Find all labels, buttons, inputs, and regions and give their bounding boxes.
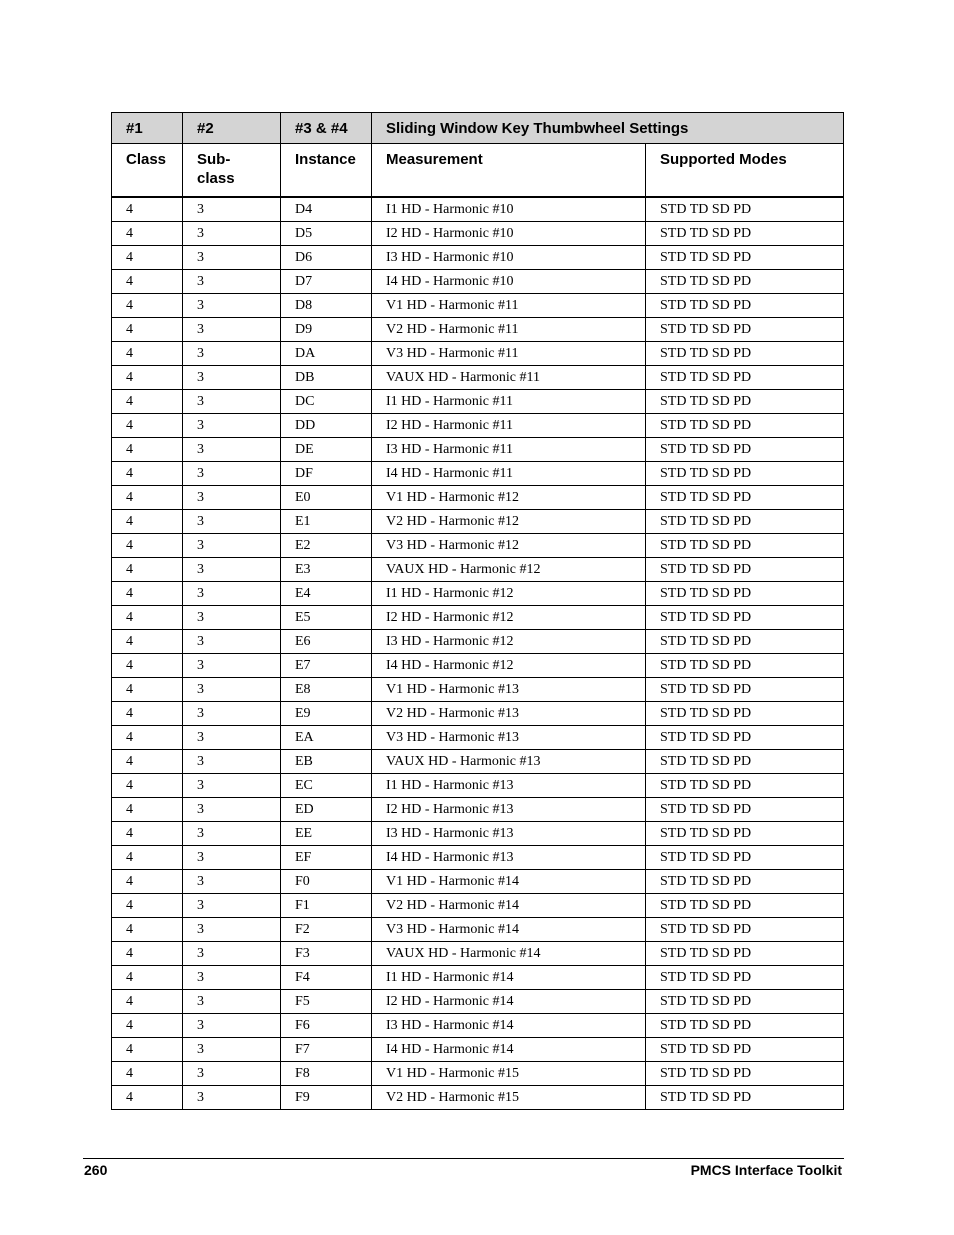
table-row [112, 750, 844, 774]
cell-subclass: 3 [183, 942, 281, 966]
cell-modes: STD TD SD PD [646, 846, 844, 870]
cell-instance: D5 [281, 222, 372, 246]
cell-instance: F1 [281, 894, 372, 918]
cell-subclass: 3 [183, 318, 281, 342]
table-row [112, 606, 844, 630]
cell-instance: E9 [281, 702, 372, 726]
cell-instance: F3 [281, 942, 372, 966]
cell-modes: STD TD SD PD [646, 390, 844, 414]
cell-subclass: 3 [183, 462, 281, 486]
cell-measurement: VAUX HD - Harmonic #13 [372, 750, 646, 774]
cell-subclass: 3 [183, 606, 281, 630]
cell-modes: STD TD SD PD [646, 438, 844, 462]
cell-modes: STD TD SD PD [646, 510, 844, 534]
cell-measurement: V2 HD - Harmonic #11 [372, 318, 646, 342]
table-row [112, 918, 844, 942]
cell-instance: F8 [281, 1062, 372, 1086]
cell-measurement: V1 HD - Harmonic #12 [372, 486, 646, 510]
cell-subclass: 3 [183, 582, 281, 606]
cell-subclass: 3 [183, 414, 281, 438]
cell-class: 4 [112, 966, 183, 990]
cell-measurement: V1 HD - Harmonic #15 [372, 1062, 646, 1086]
table-row [112, 870, 844, 894]
table-header-top [112, 113, 844, 144]
cell-instance: EB [281, 750, 372, 774]
cell-subclass: 3 [183, 822, 281, 846]
cell-modes: STD TD SD PD [646, 870, 844, 894]
cell-class: 4 [112, 774, 183, 798]
cell-class: 4 [112, 870, 183, 894]
cell-subclass: 3 [183, 846, 281, 870]
cell-measurement: I4 HD - Harmonic #11 [372, 462, 646, 486]
cell-instance: D6 [281, 246, 372, 270]
cell-instance: DD [281, 414, 372, 438]
cell-modes: STD TD SD PD [646, 702, 844, 726]
table-row [112, 1086, 844, 1110]
cell-instance: EF [281, 846, 372, 870]
cell-class: 4 [112, 702, 183, 726]
table-row [112, 822, 844, 846]
cell-subclass: 3 [183, 774, 281, 798]
cell-subclass: 3 [183, 222, 281, 246]
header-measurement: Measurement [372, 144, 646, 198]
table-header-sub [112, 144, 844, 198]
cell-modes: STD TD SD PD [646, 1086, 844, 1110]
cell-modes: STD TD SD PD [646, 918, 844, 942]
table-row [112, 390, 844, 414]
cell-instance: D9 [281, 318, 372, 342]
cell-class: 4 [112, 534, 183, 558]
cell-subclass: 3 [183, 678, 281, 702]
cell-subclass: 3 [183, 246, 281, 270]
cell-instance: DE [281, 438, 372, 462]
document-title: PMCS Interface Toolkit [690, 1162, 842, 1178]
cell-measurement: I4 HD - Harmonic #13 [372, 846, 646, 870]
cell-instance: E8 [281, 678, 372, 702]
cell-class: 4 [112, 342, 183, 366]
table-row [112, 366, 844, 390]
cell-measurement: I2 HD - Harmonic #14 [372, 990, 646, 1014]
table-row [112, 558, 844, 582]
cell-measurement: I1 HD - Harmonic #12 [372, 582, 646, 606]
cell-instance: F7 [281, 1038, 372, 1062]
cell-subclass: 3 [183, 726, 281, 750]
cell-class: 4 [112, 462, 183, 486]
cell-instance: DB [281, 366, 372, 390]
header-instance: Instance [281, 144, 372, 198]
cell-subclass: 3 [183, 990, 281, 1014]
header-col-3-4: #3 & #4 [281, 113, 372, 144]
table-row [112, 1038, 844, 1062]
cell-instance: E6 [281, 630, 372, 654]
cell-measurement: I3 HD - Harmonic #14 [372, 1014, 646, 1038]
cell-class: 4 [112, 294, 183, 318]
footer-divider [83, 1158, 844, 1159]
cell-class: 4 [112, 1062, 183, 1086]
cell-subclass: 3 [183, 750, 281, 774]
cell-modes: STD TD SD PD [646, 486, 844, 510]
cell-measurement: VAUX HD - Harmonic #11 [372, 366, 646, 390]
cell-instance: D4 [281, 197, 372, 222]
table-row [112, 462, 844, 486]
cell-modes: STD TD SD PD [646, 654, 844, 678]
cell-subclass: 3 [183, 438, 281, 462]
cell-class: 4 [112, 270, 183, 294]
table-row [112, 990, 844, 1014]
cell-class: 4 [112, 822, 183, 846]
cell-measurement: V1 HD - Harmonic #13 [372, 678, 646, 702]
cell-class: 4 [112, 318, 183, 342]
header-col-1: #1 [112, 113, 183, 144]
table-row [112, 582, 844, 606]
cell-class: 4 [112, 1038, 183, 1062]
cell-class: 4 [112, 222, 183, 246]
cell-instance: F0 [281, 870, 372, 894]
cell-measurement: I2 HD - Harmonic #13 [372, 798, 646, 822]
cell-modes: STD TD SD PD [646, 366, 844, 390]
table-row [112, 1014, 844, 1038]
cell-measurement: VAUX HD - Harmonic #14 [372, 942, 646, 966]
cell-modes: STD TD SD PD [646, 342, 844, 366]
cell-modes: STD TD SD PD [646, 966, 844, 990]
cell-class: 4 [112, 606, 183, 630]
cell-class: 4 [112, 630, 183, 654]
cell-class: 4 [112, 366, 183, 390]
header-col-2: #2 [183, 113, 281, 144]
cell-subclass: 3 [183, 870, 281, 894]
cell-instance: EE [281, 822, 372, 846]
cell-modes: STD TD SD PD [646, 822, 844, 846]
header-supported-modes: Supported Modes [646, 144, 844, 198]
cell-measurement: I2 HD - Harmonic #12 [372, 606, 646, 630]
cell-class: 4 [112, 942, 183, 966]
cell-subclass: 3 [183, 630, 281, 654]
cell-modes: STD TD SD PD [646, 798, 844, 822]
cell-modes: STD TD SD PD [646, 750, 844, 774]
table-body [112, 197, 844, 1110]
cell-class: 4 [112, 486, 183, 510]
table-row [112, 894, 844, 918]
cell-instance: E2 [281, 534, 372, 558]
cell-instance: F6 [281, 1014, 372, 1038]
cell-modes: STD TD SD PD [646, 630, 844, 654]
cell-subclass: 3 [183, 654, 281, 678]
table-row [112, 534, 844, 558]
cell-modes: STD TD SD PD [646, 414, 844, 438]
cell-class: 4 [112, 246, 183, 270]
cell-measurement: I4 HD - Harmonic #12 [372, 654, 646, 678]
cell-measurement: I3 HD - Harmonic #12 [372, 630, 646, 654]
cell-instance: EA [281, 726, 372, 750]
cell-measurement: V3 HD - Harmonic #11 [372, 342, 646, 366]
cell-class: 4 [112, 510, 183, 534]
cell-measurement: I4 HD - Harmonic #10 [372, 270, 646, 294]
cell-instance: E4 [281, 582, 372, 606]
table-row [112, 1062, 844, 1086]
cell-class: 4 [112, 558, 183, 582]
cell-subclass: 3 [183, 1086, 281, 1110]
table-row [112, 846, 844, 870]
cell-measurement: V2 HD - Harmonic #15 [372, 1086, 646, 1110]
table-row [112, 654, 844, 678]
cell-subclass: 3 [183, 486, 281, 510]
cell-class: 4 [112, 1086, 183, 1110]
cell-class: 4 [112, 990, 183, 1014]
cell-class: 4 [112, 582, 183, 606]
cell-modes: STD TD SD PD [646, 558, 844, 582]
page-number: 260 [84, 1162, 108, 1178]
cell-measurement: I2 HD - Harmonic #11 [372, 414, 646, 438]
cell-subclass: 3 [183, 534, 281, 558]
cell-measurement: V2 HD - Harmonic #13 [372, 702, 646, 726]
cell-instance: E7 [281, 654, 372, 678]
cell-subclass: 3 [183, 1038, 281, 1062]
cell-subclass: 3 [183, 894, 281, 918]
cell-class: 4 [112, 414, 183, 438]
cell-measurement: I1 HD - Harmonic #14 [372, 966, 646, 990]
cell-instance: EC [281, 774, 372, 798]
header-subclass: Sub- class [183, 144, 281, 198]
cell-subclass: 3 [183, 294, 281, 318]
cell-subclass: 3 [183, 798, 281, 822]
table-row [112, 270, 844, 294]
cell-modes: STD TD SD PD [646, 894, 844, 918]
cell-instance: E3 [281, 558, 372, 582]
table-row [112, 318, 844, 342]
cell-subclass: 3 [183, 558, 281, 582]
header-class: Class [112, 144, 183, 198]
table-row [112, 702, 844, 726]
cell-modes: STD TD SD PD [646, 1038, 844, 1062]
cell-modes: STD TD SD PD [646, 462, 844, 486]
cell-modes: STD TD SD PD [646, 294, 844, 318]
cell-modes: STD TD SD PD [646, 582, 844, 606]
table-row [112, 222, 844, 246]
cell-measurement: I1 HD - Harmonic #10 [372, 197, 646, 222]
cell-subclass: 3 [183, 966, 281, 990]
cell-instance: F2 [281, 918, 372, 942]
table-row [112, 486, 844, 510]
cell-instance: D8 [281, 294, 372, 318]
cell-measurement: I3 HD - Harmonic #10 [372, 246, 646, 270]
cell-modes: STD TD SD PD [646, 678, 844, 702]
cell-measurement: I2 HD - Harmonic #10 [372, 222, 646, 246]
cell-class: 4 [112, 918, 183, 942]
cell-modes: STD TD SD PD [646, 222, 844, 246]
cell-subclass: 3 [183, 702, 281, 726]
cell-instance: DA [281, 342, 372, 366]
header-settings-title: Sliding Window Key Thumbwheel Settings [372, 113, 844, 144]
cell-modes: STD TD SD PD [646, 1014, 844, 1038]
cell-measurement: V1 HD - Harmonic #14 [372, 870, 646, 894]
table-row [112, 197, 844, 222]
cell-measurement: I1 HD - Harmonic #11 [372, 390, 646, 414]
table-row [112, 342, 844, 366]
cell-modes: STD TD SD PD [646, 774, 844, 798]
cell-subclass: 3 [183, 1014, 281, 1038]
cell-class: 4 [112, 750, 183, 774]
cell-modes: STD TD SD PD [646, 270, 844, 294]
cell-measurement: V3 HD - Harmonic #14 [372, 918, 646, 942]
cell-subclass: 3 [183, 1062, 281, 1086]
cell-instance: E5 [281, 606, 372, 630]
cell-measurement: V3 HD - Harmonic #12 [372, 534, 646, 558]
cell-instance: F5 [281, 990, 372, 1014]
cell-subclass: 3 [183, 197, 281, 222]
table-row [112, 630, 844, 654]
cell-class: 4 [112, 654, 183, 678]
table-row [112, 942, 844, 966]
cell-measurement: I3 HD - Harmonic #13 [372, 822, 646, 846]
cell-class: 4 [112, 1014, 183, 1038]
cell-measurement: I3 HD - Harmonic #11 [372, 438, 646, 462]
cell-subclass: 3 [183, 366, 281, 390]
cell-measurement: V2 HD - Harmonic #12 [372, 510, 646, 534]
cell-class: 4 [112, 678, 183, 702]
cell-class: 4 [112, 726, 183, 750]
cell-instance: E1 [281, 510, 372, 534]
cell-measurement: I1 HD - Harmonic #13 [372, 774, 646, 798]
cell-subclass: 3 [183, 510, 281, 534]
cell-measurement: V2 HD - Harmonic #14 [372, 894, 646, 918]
cell-class: 4 [112, 846, 183, 870]
table-row [112, 246, 844, 270]
table-row [112, 798, 844, 822]
table-row [112, 414, 844, 438]
cell-subclass: 3 [183, 390, 281, 414]
cell-subclass: 3 [183, 918, 281, 942]
cell-modes: STD TD SD PD [646, 197, 844, 222]
table-row [112, 726, 844, 750]
cell-instance: ED [281, 798, 372, 822]
table-row [112, 678, 844, 702]
settings-table [111, 112, 844, 1110]
cell-modes: STD TD SD PD [646, 1062, 844, 1086]
cell-measurement: VAUX HD - Harmonic #12 [372, 558, 646, 582]
cell-class: 4 [112, 894, 183, 918]
cell-modes: STD TD SD PD [646, 942, 844, 966]
cell-measurement: V3 HD - Harmonic #13 [372, 726, 646, 750]
table-row [112, 438, 844, 462]
cell-measurement: V1 HD - Harmonic #11 [372, 294, 646, 318]
table-row [112, 510, 844, 534]
cell-modes: STD TD SD PD [646, 606, 844, 630]
cell-class: 4 [112, 798, 183, 822]
cell-measurement: I4 HD - Harmonic #14 [372, 1038, 646, 1062]
cell-modes: STD TD SD PD [646, 246, 844, 270]
cell-class: 4 [112, 197, 183, 222]
cell-instance: D7 [281, 270, 372, 294]
cell-modes: STD TD SD PD [646, 318, 844, 342]
cell-instance: F4 [281, 966, 372, 990]
cell-modes: STD TD SD PD [646, 534, 844, 558]
cell-instance: E0 [281, 486, 372, 510]
cell-subclass: 3 [183, 342, 281, 366]
cell-class: 4 [112, 390, 183, 414]
cell-instance: DC [281, 390, 372, 414]
cell-subclass: 3 [183, 270, 281, 294]
cell-modes: STD TD SD PD [646, 726, 844, 750]
cell-modes: STD TD SD PD [646, 990, 844, 1014]
table-row [112, 294, 844, 318]
cell-instance: F9 [281, 1086, 372, 1110]
cell-instance: DF [281, 462, 372, 486]
table-row [112, 966, 844, 990]
cell-class: 4 [112, 438, 183, 462]
table-row [112, 774, 844, 798]
